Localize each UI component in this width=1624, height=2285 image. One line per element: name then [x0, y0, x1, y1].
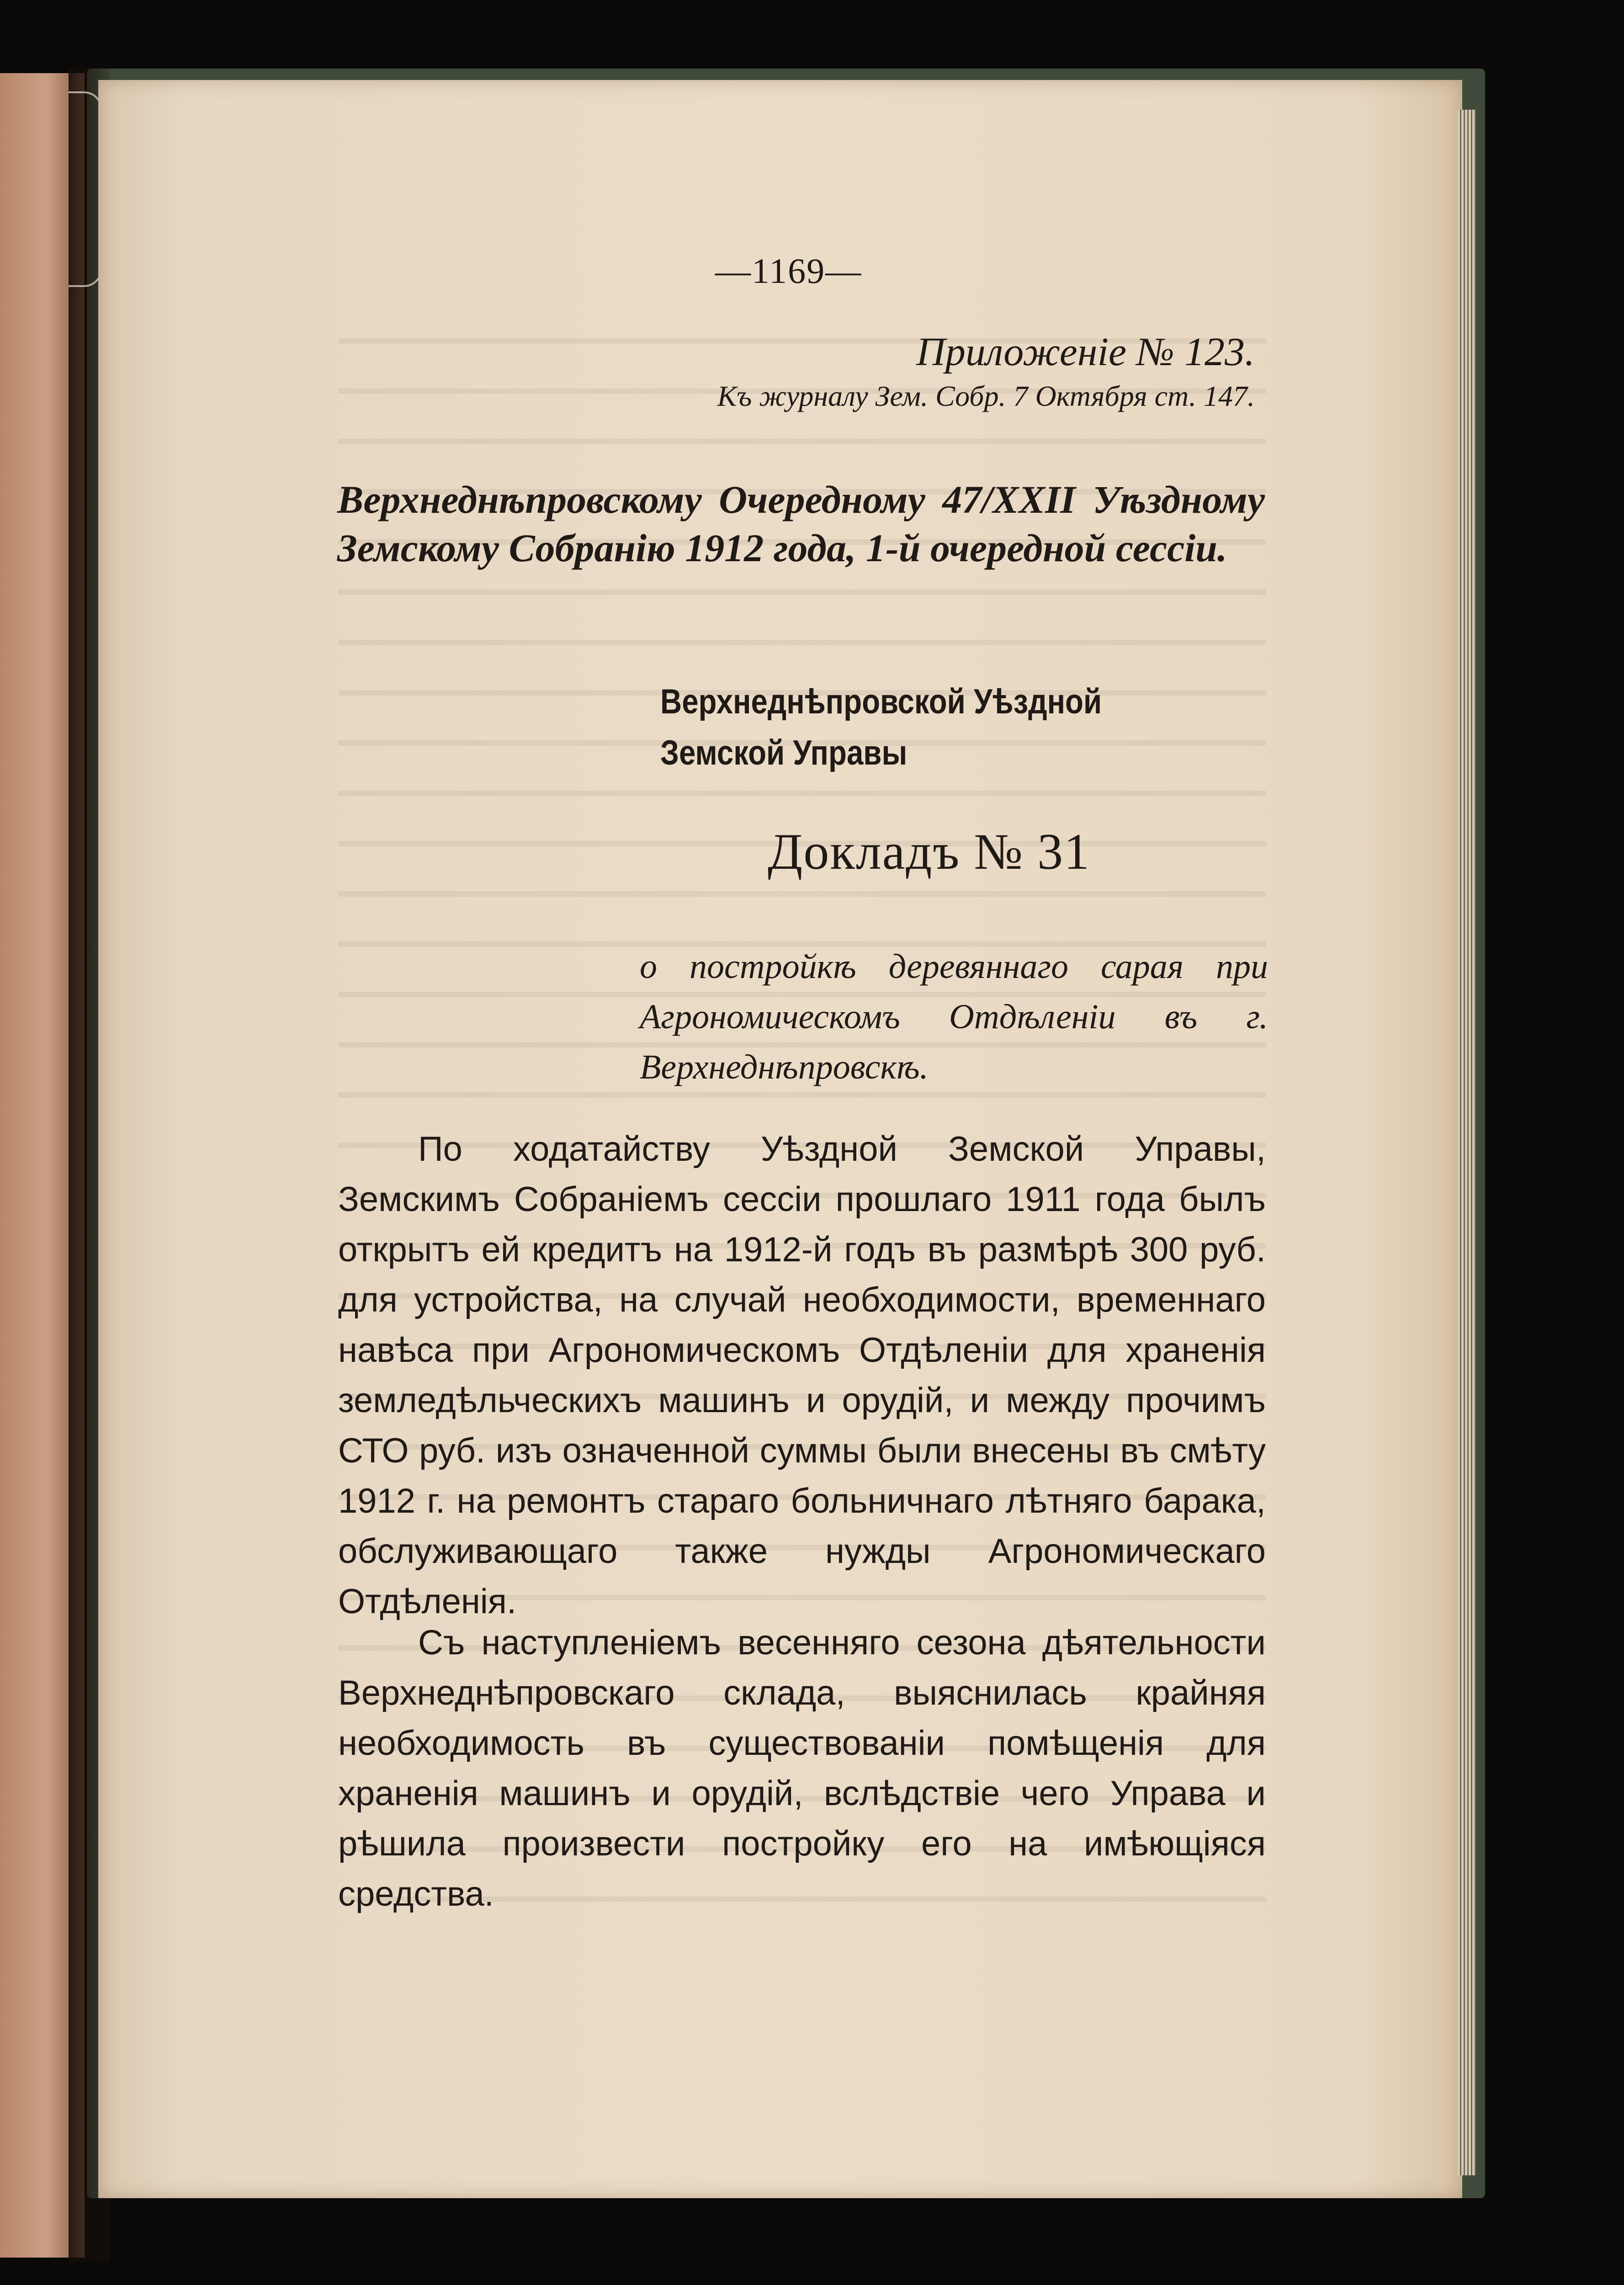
sender-heading: Верхнеднѣпровской Уѣздной Земской Управы [660, 682, 1102, 772]
document-title: Докладъ № 31 [768, 824, 1091, 880]
binding-thread [69, 91, 102, 287]
page-number: —1169— [715, 251, 862, 291]
page-edges [1458, 110, 1476, 2175]
addressee-heading: Верхнеднѣпровскому Очередному 47/XXII Уѣздному Земскому Собранію 1912 года, 1-й очередной сессіи. [337, 478, 1265, 570]
appendix-title: Приложеніе № 123. [916, 330, 1255, 374]
body-paragraph-1: По ходатайству Уѣздной Земской Управы, Земскимъ Собраніемъ сессіи прошлаго 1911 года былъ открытъ ей кредитъ на 1912-й годъ въ размѣрѣ 300 руб. для устройства, на случай необходимости, временнаго навѣса при Агрономическомъ Отдѣленіи для храненія земледѣльческихъ машинъ и орудій, и между прочимъ СТО руб. изъ означенной суммы были внесены въ смѣту 1912 г. на ремонтъ стараго больничнаго лѣтняго барака, обслуживающаго также нужды Агрономическаго Отдѣленія. [338, 1130, 1266, 1621]
body-paragraph-2: Съ наступленіемъ весенняго сезона дѣятельности Верхнеднѣпровскаго склада, выяснилась крайняя необходимость въ существованіи помѣщенія для храненія машинъ и орудій, вслѣдствіе чего Управа и рѣшила произвести постройку его на имѣющіяся средства. [338, 1623, 1266, 1913]
report-subject: о постройкѣ деревяннаго сарая при Агрономическомъ Отдѣленіи въ г. Верхнеднѣпровскѣ. [640, 947, 1268, 1086]
appendix-reference: Къ журналу Зем. Собр. 7 Октября ст. 147. [717, 380, 1255, 412]
